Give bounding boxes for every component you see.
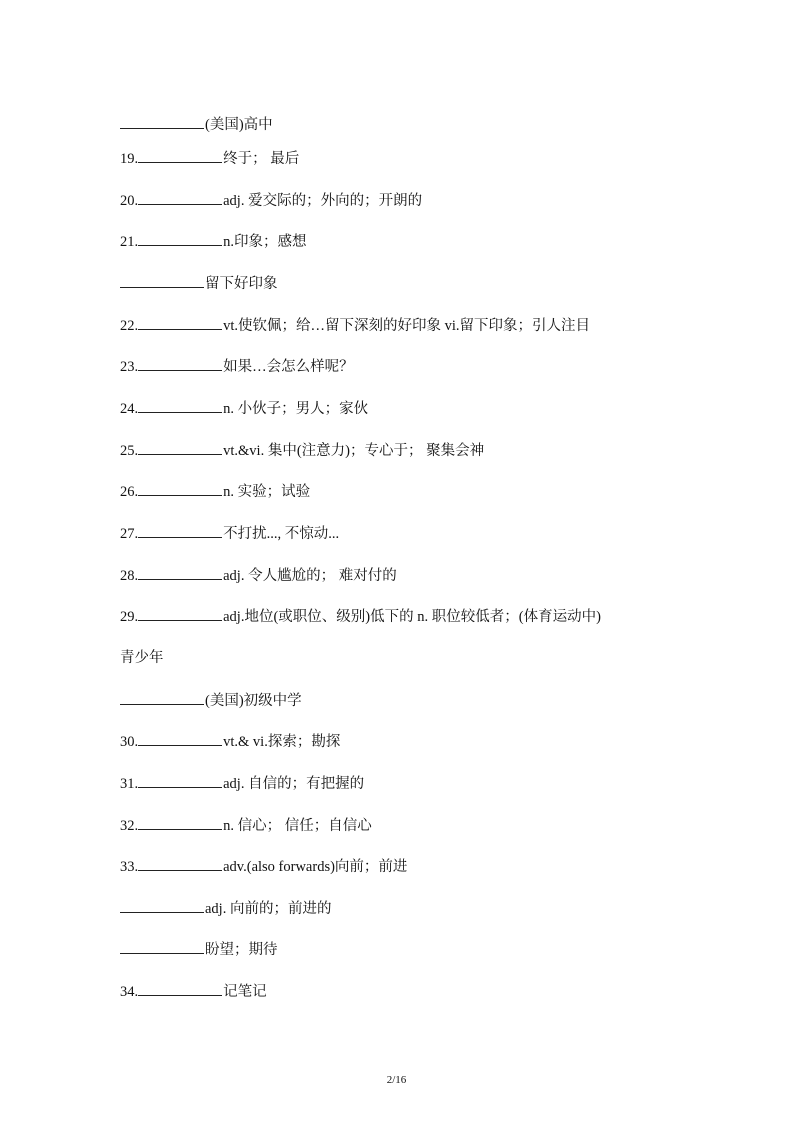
definition-text: n. 实验；试验	[223, 484, 311, 500]
vocab-line	[120, 273, 278, 293]
vocab-line	[120, 190, 422, 210]
item-number: 30.	[120, 734, 139, 750]
item-number: 32.	[120, 818, 139, 834]
definition-text: adj.地位(或职位、级别)低下的 n. 职位较低者；(体育运动中)	[223, 609, 601, 625]
answer-blank[interactable]	[138, 773, 222, 788]
vocab-line	[120, 981, 267, 1001]
item-number: 34.	[120, 984, 139, 1000]
definition-text: adj. 向前的；前进的	[205, 901, 332, 917]
item-number: 21.	[120, 234, 139, 250]
answer-blank[interactable]	[138, 565, 222, 580]
definition-text: 盼望；期待	[205, 942, 278, 958]
definition-text: 如果…会怎么样呢？	[223, 359, 354, 375]
vocab-line	[120, 398, 368, 418]
definition-text: vt.&vi. 集中(注意力)；专心于； 聚集会神	[223, 443, 485, 459]
answer-blank[interactable]	[138, 481, 222, 496]
vocab-line	[120, 565, 397, 585]
definition-text: (美国)高中	[205, 117, 273, 133]
item-number: 27.	[120, 526, 139, 542]
definition-text: 终于； 最后	[223, 151, 300, 167]
vocab-line	[120, 606, 601, 626]
vocab-line	[120, 856, 407, 876]
definition-text: adj. 爱交际的；外向的；开朗的	[223, 193, 423, 209]
vocab-line	[120, 898, 331, 918]
item-number: 28.	[120, 568, 139, 584]
vocab-line	[120, 773, 364, 793]
answer-blank[interactable]	[120, 273, 204, 288]
vocab-line	[120, 690, 302, 710]
item-number: 26.	[120, 484, 139, 500]
item-number: 24.	[120, 401, 139, 417]
definition-text: 留下好印象	[205, 276, 278, 292]
answer-blank[interactable]	[138, 440, 222, 455]
vocab-line	[120, 114, 273, 134]
definition-text: n. 小伙子；男人；家伙	[223, 401, 369, 417]
vocab-line	[120, 440, 484, 460]
vocab-line	[120, 481, 310, 501]
item-number: 23.	[120, 359, 139, 375]
item-number: 31.	[120, 776, 139, 792]
vocab-line	[120, 356, 354, 376]
vocab-line	[120, 523, 339, 543]
definition-text: adv.(also forwards)向前；前进	[223, 859, 408, 875]
answer-blank[interactable]	[138, 731, 222, 746]
answer-blank[interactable]	[138, 231, 222, 246]
vocab-line	[120, 939, 278, 959]
answer-blank[interactable]	[120, 898, 204, 913]
answer-blank[interactable]	[138, 190, 222, 205]
item-number: 33.	[120, 859, 139, 875]
answer-blank[interactable]	[120, 690, 204, 705]
definition-text: 青少年	[120, 650, 164, 666]
answer-blank[interactable]	[138, 356, 222, 371]
answer-blank[interactable]	[138, 981, 222, 996]
vocab-line	[120, 148, 299, 168]
definition-text: 不打扰..., 不惊动...	[223, 526, 340, 542]
definition-text: adj. 令人尴尬的； 难对付的	[223, 568, 397, 584]
definition-text: adj. 自信的；有把握的	[223, 776, 365, 792]
item-number: 20.	[120, 193, 139, 209]
definition-text: (美国)初级中学	[205, 693, 302, 709]
answer-blank[interactable]	[138, 398, 222, 413]
vocab-line	[120, 231, 307, 251]
answer-blank[interactable]	[138, 606, 222, 621]
vocab-line	[120, 648, 164, 668]
page-number: 2/16	[386, 1074, 407, 1086]
item-number: 19.	[120, 151, 139, 167]
item-number: 29.	[120, 609, 139, 625]
answer-blank[interactable]	[138, 815, 222, 830]
item-number: 25.	[120, 443, 139, 459]
answer-blank[interactable]	[138, 148, 222, 163]
vocab-line	[120, 731, 340, 751]
definition-text: vt.使钦佩；给…留下深刻的好印象 vi.留下印象；引人注目	[223, 318, 591, 334]
answer-blank[interactable]	[138, 315, 222, 330]
definition-text: n. 信心； 信任；自信心	[223, 818, 372, 834]
definition-text: 记笔记	[223, 984, 267, 1000]
definition-text: vt.& vi.探索；勘探	[223, 734, 341, 750]
answer-blank[interactable]	[138, 523, 222, 538]
answer-blank[interactable]	[120, 114, 204, 129]
answer-blank[interactable]	[120, 939, 204, 954]
answer-blank[interactable]	[138, 856, 222, 871]
vocab-line	[120, 315, 590, 335]
vocab-line	[120, 815, 372, 835]
item-number: 22.	[120, 318, 139, 334]
definition-text: n.印象；感想	[223, 234, 307, 250]
